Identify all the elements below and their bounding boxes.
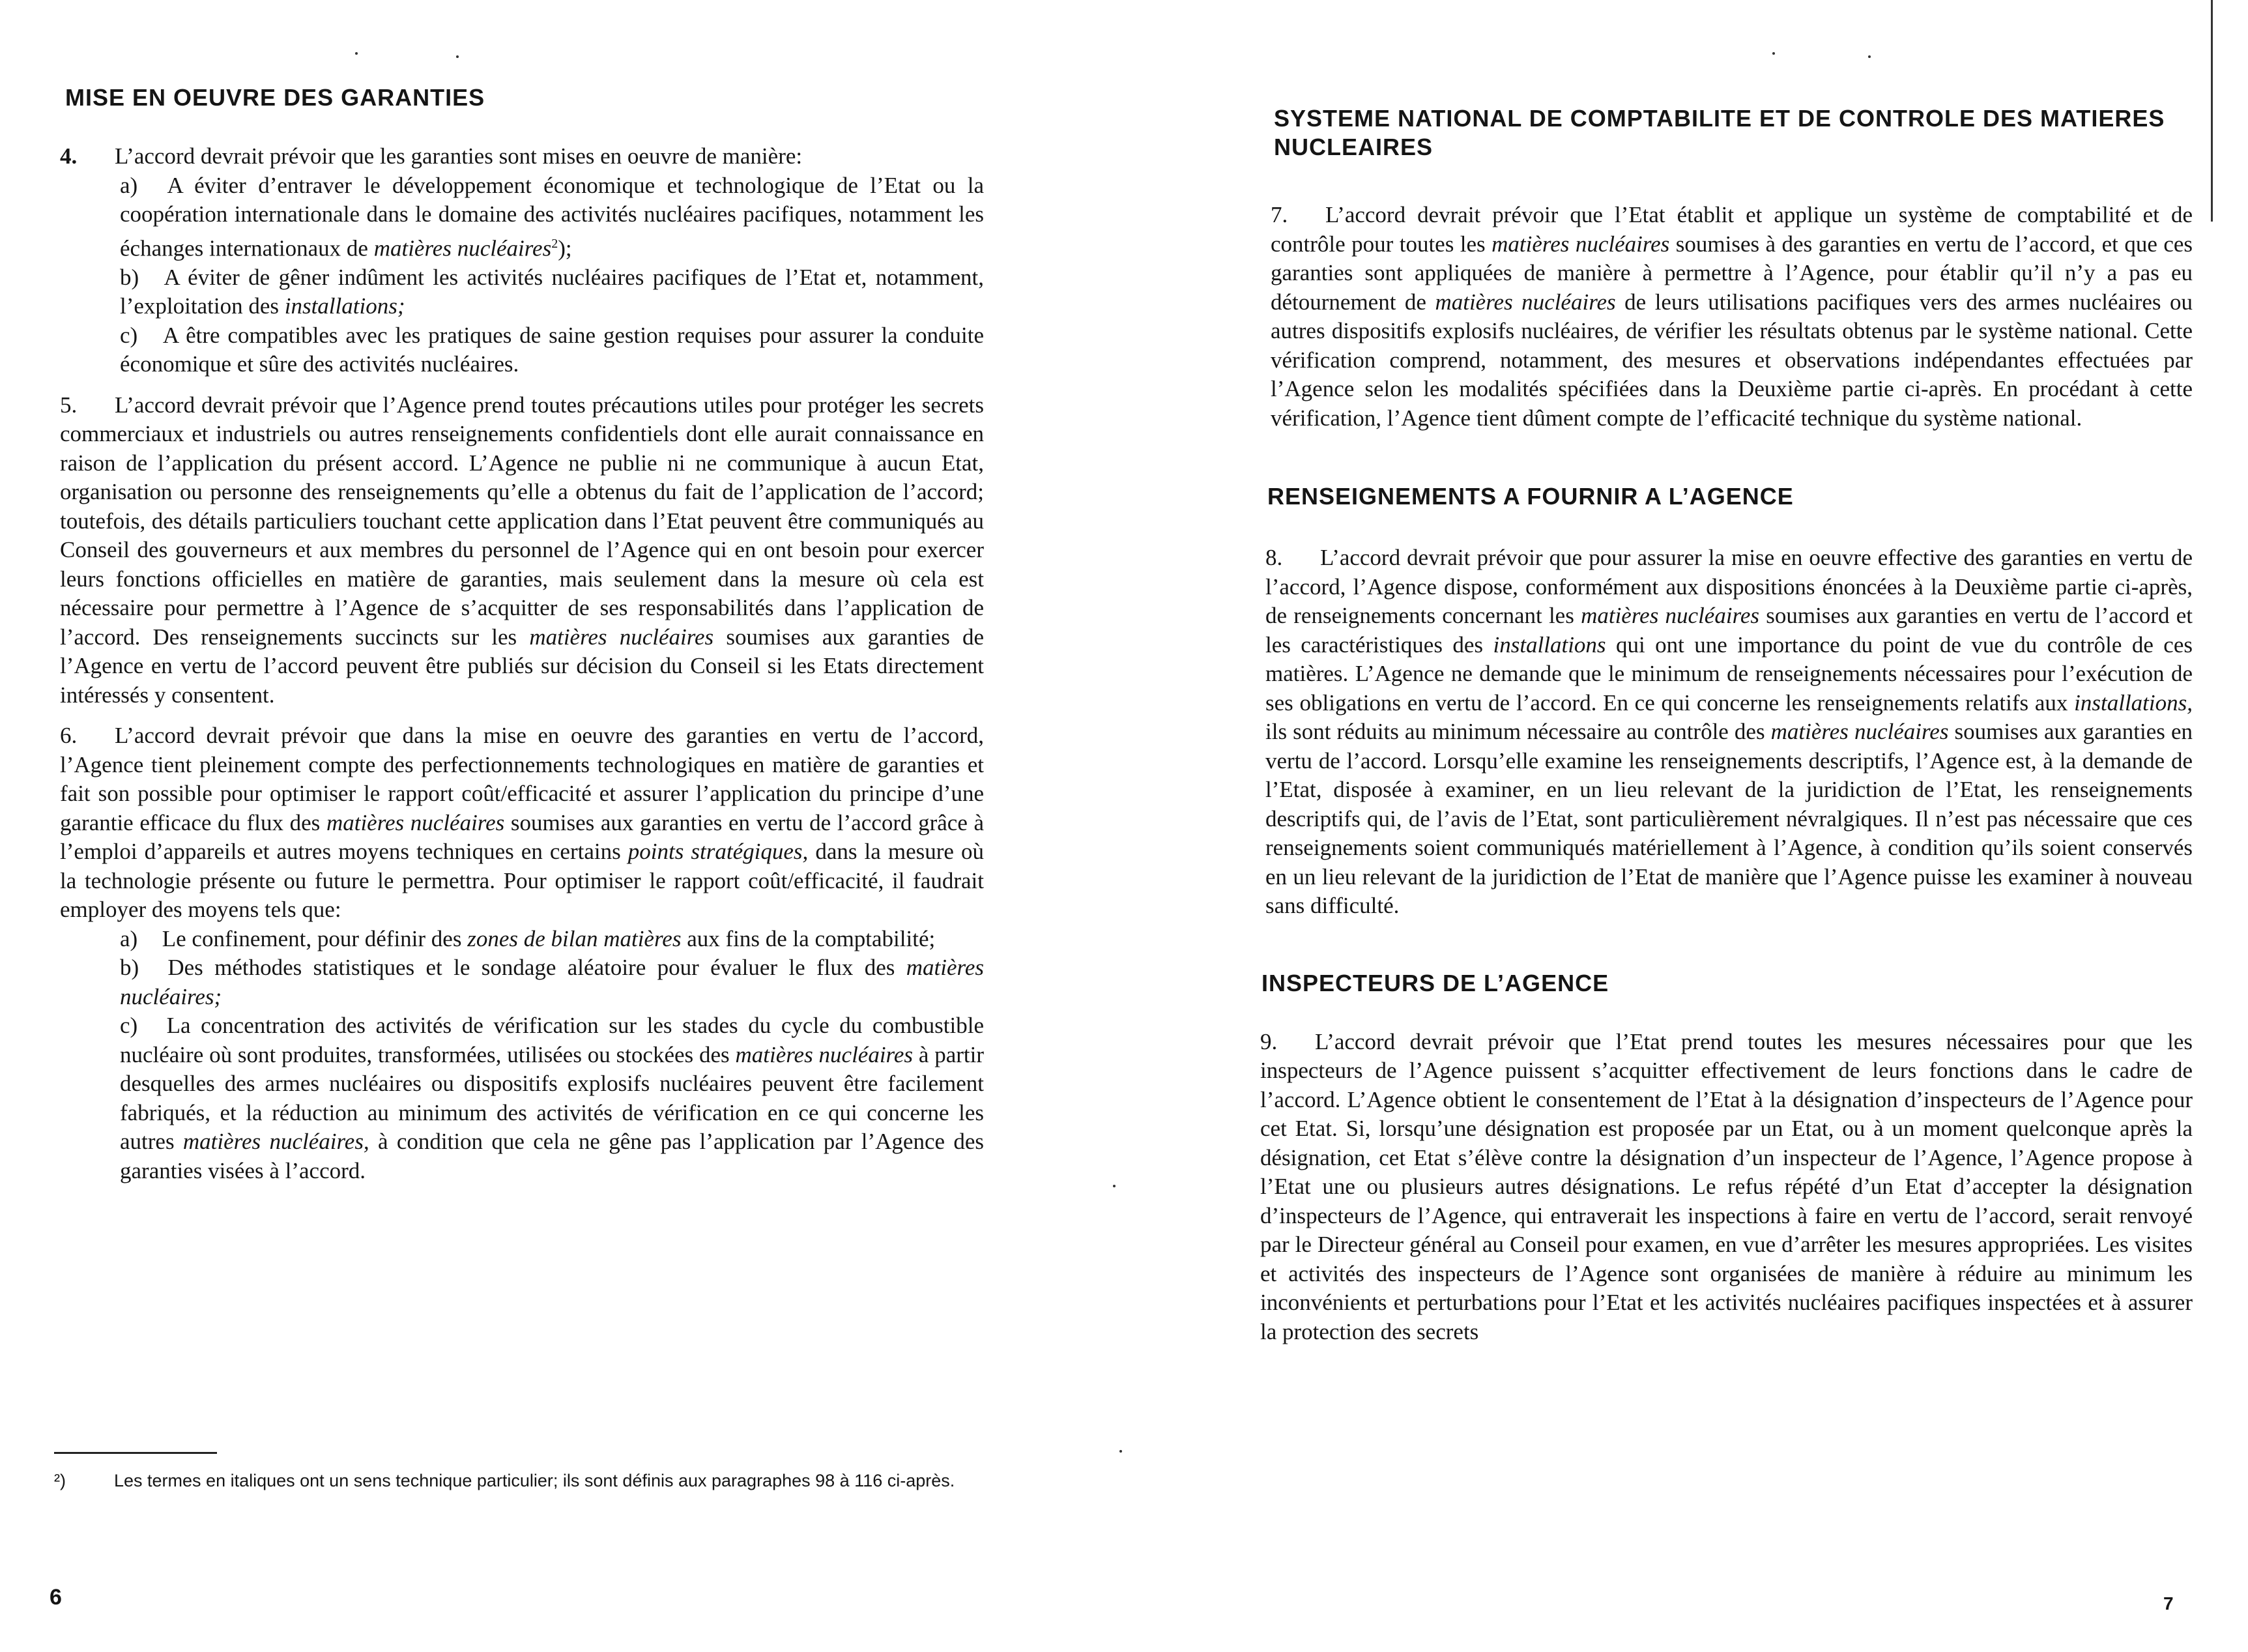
list-text: à partir desquelles des armes nucléaires ou dispositifs explosifs nucléaires peuvent être facilement fabriqués, et la réduction au minimum des activités de vérification en ce qui concerne les autres xyxy=(120,1041,985,1155)
italic-term: matières nucléaires, xyxy=(182,1129,369,1155)
italic-term: zones de bilan matières xyxy=(467,925,682,951)
list-item-a xyxy=(120,171,984,263)
paragraph-6 xyxy=(60,721,984,1185)
paragraph-8 xyxy=(1265,543,2193,921)
list-item-c xyxy=(120,1011,984,1185)
italic-term: matières nucléaires xyxy=(326,809,505,835)
right-page-column xyxy=(1260,104,2193,1346)
italic-term: installations; xyxy=(284,293,405,319)
paragraph-number: 4. xyxy=(60,143,78,169)
list-label: c) xyxy=(120,1013,138,1039)
list-text: Le confinement, pour définir des xyxy=(162,925,468,951)
list-label: b) xyxy=(120,955,139,981)
paragraph-7 xyxy=(1271,201,2193,433)
scan-speck xyxy=(1868,55,1871,58)
list-text: A être compatibles avec les pratiques de saine gestion requises pour assurer la conduite économique et sûre des activités nucléaires. xyxy=(120,322,984,377)
footnote xyxy=(54,1468,978,1494)
list-item-b xyxy=(120,953,984,1011)
scan-speck xyxy=(1119,1450,1122,1453)
paragraph-text: soumises aux garanties de l’Agence en vertu de l’accord peuvent être publiés sur décision du Conseil si les Etats directement intéressés y consentent. xyxy=(60,624,984,708)
paragraph-text: L’accord devrait prévoir que l’Etat prend toutes les mesures nécessaires pour que les inspecteurs de l’Agence puissent s’acquitter effectivement de leurs fonctions dans le cadre de l’accord. L’Agence obtient le consentement de l’Etat à la désignation d’inspecteurs de l’Agence pour cet Etat. Si, lorsqu’une désignation est proposée par un Etat, ou à un moment quelconque après la désignation, cet Etat s’élève contre la désignation d’un inspecteur de l’Agence, l’Agence propose à l’Etat une ou plusieurs autres désignations. Le refus répété d’un Etat d’accepter la désignation d’inspecteurs de l’Agence, qui entraverait les inspections à faire en vertu de l’accord, serait renvoyé par le Directeur général au Conseil pour examen, en vue d’arrêter les mesures appropriées. Les visites et activités des inspecteurs de l’Agence sont organisées de manière à réduire au minimum les inconvénients et perturbations pour l’Etat et les activités nucléaires pacifiques inspectées et à assurer la protection des secrets xyxy=(1260,1028,2193,1344)
list-text: Des méthodes statistiques et le sondage aléatoire pour évaluer le flux des xyxy=(167,955,906,981)
paragraph-number: 8. xyxy=(1265,545,1283,570)
paragraph-number: 7. xyxy=(1271,202,1288,227)
italic-term: installations xyxy=(1493,631,1606,658)
paragraph-text: L’accord devrait prévoir que l’Agence prend toutes précautions utiles pour protéger les secrets commerciaux et industriels ou autres renseignements confidentiels dont elle aurait connaissance en raison de l’application du présent accord. L’Agence ne publie ni ne communique à aucun Etat, organisation ou personne des renseignements qu’elle a obtenus du fait de l’application de l’accord; toutefois, des détails particuliers touchant cette application dans l’Etat peuvent être communiqués au Conseil des gouverneurs et aux membres du personnel de l’Agence qui en ont besoin pour exercer leurs fonctions officielles en matière de garanties, mais seulement dans la mesure où cela est nécessaire pour permettre à l’Agence de s’acquitter de ses responsabilités dans l’application de l’accord. Des renseignements succincts sur les xyxy=(60,392,984,650)
italic-term: matières nucléaires xyxy=(1435,289,1616,315)
page-number: 6 xyxy=(50,1585,62,1610)
italic-term: matières nucléaires xyxy=(1491,231,1670,257)
italic-term: installations, xyxy=(2074,689,2193,716)
paragraph-text: L’accord devrait prévoir que l’Etat établit et applique un système de comptabilité et de contrôle pour toutes les xyxy=(1271,202,2193,257)
paragraph-number: 5. xyxy=(60,392,78,418)
footnote-rule xyxy=(54,1452,217,1454)
list-label: b) xyxy=(120,264,139,290)
scan-speck xyxy=(456,55,459,58)
footnote-block xyxy=(54,1452,978,1494)
right-page xyxy=(1124,0,2248,1652)
scan-speck xyxy=(1772,52,1775,55)
paragraph-text: ils sont réduits au minimum nécessaire au contrôle des xyxy=(1265,719,1771,744)
paragraph-text: de leurs utilisations pacifiques vers des armes nucléaires ou autres dispositifs explosifs nucléaires, de vérifier les résultats obtenus par le système national. Cette vérification comprend, notamment, des mesures et observations indépendantes effectuées par l’Agence selon les modalités spécifiées dans la Deuxième partie ci-après. En procédant à cette vérification, l’Agence tient dûment compte de l’efficacité technique du système national. xyxy=(1271,289,2193,431)
list-text: La concentration des activités de vérification sur les stades du cycle du combustible nucléaire où sont produites, transformées, utilisées ou stockées des xyxy=(120,1013,984,1067)
paragraph-9 xyxy=(1260,1028,2193,1347)
italic-term: matières nucléaires xyxy=(529,624,714,650)
heading-line: SYSTEME NATIONAL DE COMPTABILITE ET DE CONTROLE DES MATIERES xyxy=(1274,105,2165,132)
paragraph-text: L’accord devrait prévoir que les garanties sont mises en oeuvre de manière: xyxy=(115,143,803,169)
paragraph-text: soumises aux garanties en vertu de l’accord. Lorsqu’elle examine les renseignements descriptifs, l’Agence est, à la demande de l’Etat, disposée à examiner, en un lieu relevant de la juridiction de l’Etat, les renseignements descriptifs qui, de l’avis de l’Etat, sont particulièrement névralgiques. Il n’est pas nécessaire que ces renseignements soient communiqués matériellement à l’Agence, à condition qu’ils soient conservés en un lieu relevant de la juridiction de l’Etat de manière que l’Agence puisse les examiner à nouveau sans difficulté. xyxy=(1265,719,2193,918)
list-item-b xyxy=(120,263,984,321)
list-item-a xyxy=(120,925,984,954)
heading-line: NUCLEAIRES xyxy=(1274,134,1434,160)
paragraph-text: dans la mesure où la technologie présente ou future le permettra. Pour optimiser le rapport coût/efficacité, il faudrait employer des moyens tels que: xyxy=(60,839,984,923)
section-heading-inspecteurs: INSPECTEURS DE L’AGENCE xyxy=(1261,969,1609,996)
italic-term: matières nucléaires xyxy=(735,1041,914,1067)
paragraph-4 xyxy=(60,142,984,379)
list-label: a) xyxy=(120,925,138,951)
section-heading-renseignements: RENSEIGNEMENTS A FOURNIR A L’AGENCE xyxy=(1267,483,1794,510)
footnote-reference: 2 xyxy=(551,236,558,251)
list-text: aux fins de la comptabilité; xyxy=(681,925,936,951)
section-heading-systeme-national xyxy=(1274,104,2193,162)
italic-term: matières nucléaires xyxy=(1581,603,1760,628)
paragraph-text: soumises aux garanties en vertu de l’accord et les caractéristiques des xyxy=(1265,603,2193,658)
italic-term: matières nucléaires xyxy=(1770,719,1949,744)
italic-term: matières nucléaires; xyxy=(120,955,985,1009)
paragraph-number: 6. xyxy=(60,723,78,749)
paragraph-text: L’accord devrait prévoir que dans la mise en oeuvre des garanties en vertu de l’accord, l’Agence tient pleinement compte des perfectionnements technologiques en matière de garanties et fait son possible pour optimiser le rapport coût/efficacité et assurer l’application du principe d’une garantie efficace du flux des xyxy=(60,723,984,835)
paragraph-text: qui ont une importance du point de vue du contrôle de ces matières. L’Agence ne demande que le minimum de renseignements nécessaires pour l’exécution de ses obligations en vertu de l’accord. En ce qui concerne les renseignements relatifs aux xyxy=(1265,631,2193,716)
list-text: à condition que cela ne gêne pas l’application par l’Agence des garanties visées à l’accord. xyxy=(120,1129,984,1183)
list-label: a) xyxy=(120,172,138,198)
page-number: 7 xyxy=(2163,1593,2174,1614)
footnote-marker: ²) xyxy=(54,1471,66,1490)
paragraph-text: soumises aux garanties en vertu de l’accord grâce à l’emploi d’appareils et autres moyens techniques en certains xyxy=(60,809,985,865)
paragraph-5 xyxy=(60,391,984,710)
footnote-text: Les termes en italiques ont un sens technique particulier; ils sont définis aux paragraphes 98 à 116 ci-après. xyxy=(114,1471,955,1490)
paragraph-text: soumises à des garanties en vertu de l’accord, et que ces garanties sont appliquées de manière à permettre à l’Agence, pour établir qu’il n’y a pas eu détournement de xyxy=(1271,231,2193,315)
section-heading-mise-en-oeuvre: MISE EN OEUVRE DES GARANTIES xyxy=(65,84,485,111)
italic-term: points stratégiques, xyxy=(627,839,809,865)
paragraph-text: L’accord devrait prévoir que pour assurer la mise en oeuvre effective des garanties en vertu de l’accord, l’Agence dispose, conformément aux dispositions énoncées à la Deuxième partie ci-après, de renseignements concernant les xyxy=(1265,545,2193,628)
list-label: c) xyxy=(120,322,138,348)
list-text: A éviter de gêner indûment les activités nucléaires pacifiques de l’Etat et, notamment, l’exploitation des xyxy=(120,264,984,319)
scan-speck xyxy=(1113,1185,1116,1187)
paragraph-number: 9. xyxy=(1260,1028,1278,1054)
list-text: ); xyxy=(558,235,572,261)
list-item-c xyxy=(120,321,984,379)
list-text: A éviter d’entraver le développement économique et technologique de l’Etat ou la coopération internationale dans le domaine des activités nucléaires pacifiques, notamment les échanges internationaux de xyxy=(120,172,984,261)
italic-term: matières nucléaires xyxy=(373,235,552,261)
scan-speck xyxy=(355,52,358,55)
scan-edge-mark xyxy=(2211,0,2213,222)
left-page-column xyxy=(60,83,984,1185)
